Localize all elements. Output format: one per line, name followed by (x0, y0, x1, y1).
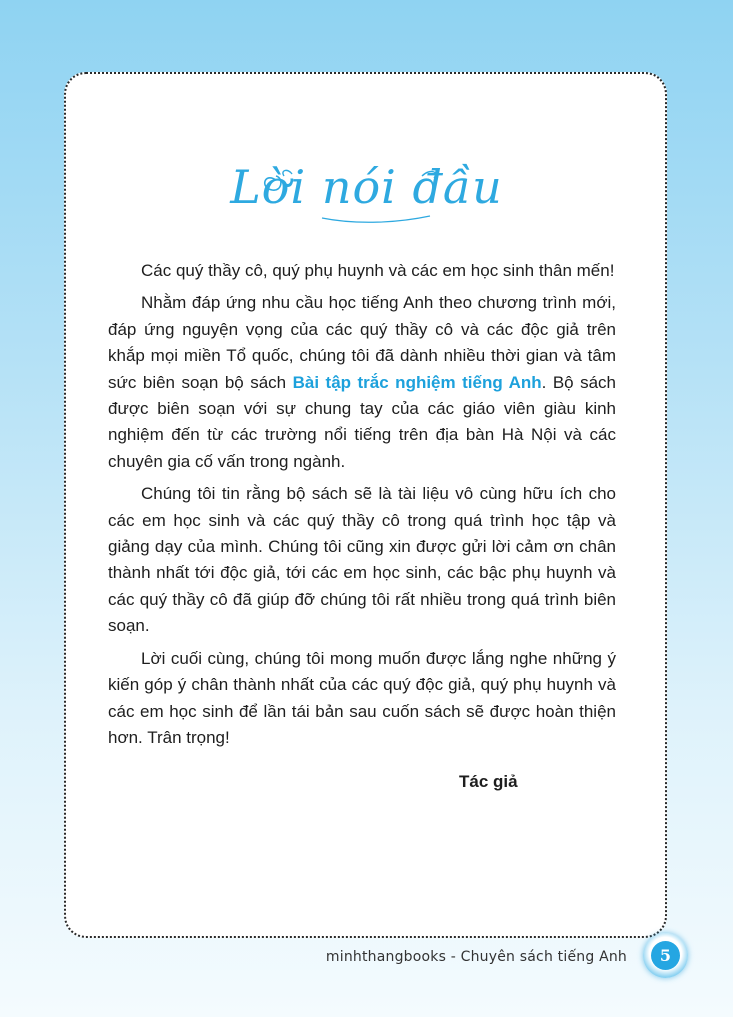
paragraph-introduction-start: Nhằm đáp ứng nhu cầu học tiếng Anh theo chương trình mới, đáp ứng nguyện vọng của các quý thầy cô và các độc giả trên khắp mọi miền Tổ quốc, chúng tôi đã dành nhiều thời gian và tâm sức biên soạn bộ sách (108, 293, 616, 392)
paragraph-closing: Lời cuối cùng, chúng tôi mong muốn được lắng nghe những ý kiến góp ý chân thành nhất của các quý độc giả, quý phụ huynh và các em học sinh để lần tái bản sau cuốn sách sẽ được hoàn thiện hơn. Trân trọng! (108, 648, 616, 747)
paragraph-greeting: Các quý thầy cô, quý phụ huynh và các em học sinh thân mến! (141, 261, 615, 280)
paragraph-thanks: Chúng tôi tin rằng bộ sách sẽ là tài liệu vô cùng hữu ích cho các em học sinh và các quý thầy cô trong quá trình học tập và giảng dạy của mình. Chúng tôi cũng xin được gửi lời cảm ơn chân thành nhất tới độc giả, tới các em học sinh, các bậc phụ huynh và các quý thầy cô đã giúp đỡ chúng tôi rất nhiều trong quá trình biên soạn. (108, 484, 616, 636)
page-title: Lời nói đầu (230, 160, 503, 214)
page-number: 5 (651, 941, 680, 970)
book-series-title: Bài tập trắc nghiệm tiếng Anh (292, 372, 542, 392)
preface-body (108, 258, 616, 757)
paragraph-introduction-end: . Bộ sách được biên soạn với sự chung tay của các giáo viên giàu kinh nghiệm đến từ các trường nổi tiếng trên địa bàn Hà Nội và các chuyên gia cố vấn trong ngành. (108, 372, 617, 471)
footer-publisher: minhthangbooks - Chuyên sách tiếng Anh (325, 949, 627, 965)
author-signature: Tác giả (459, 772, 518, 791)
paragraph-introduction (108, 290, 616, 475)
